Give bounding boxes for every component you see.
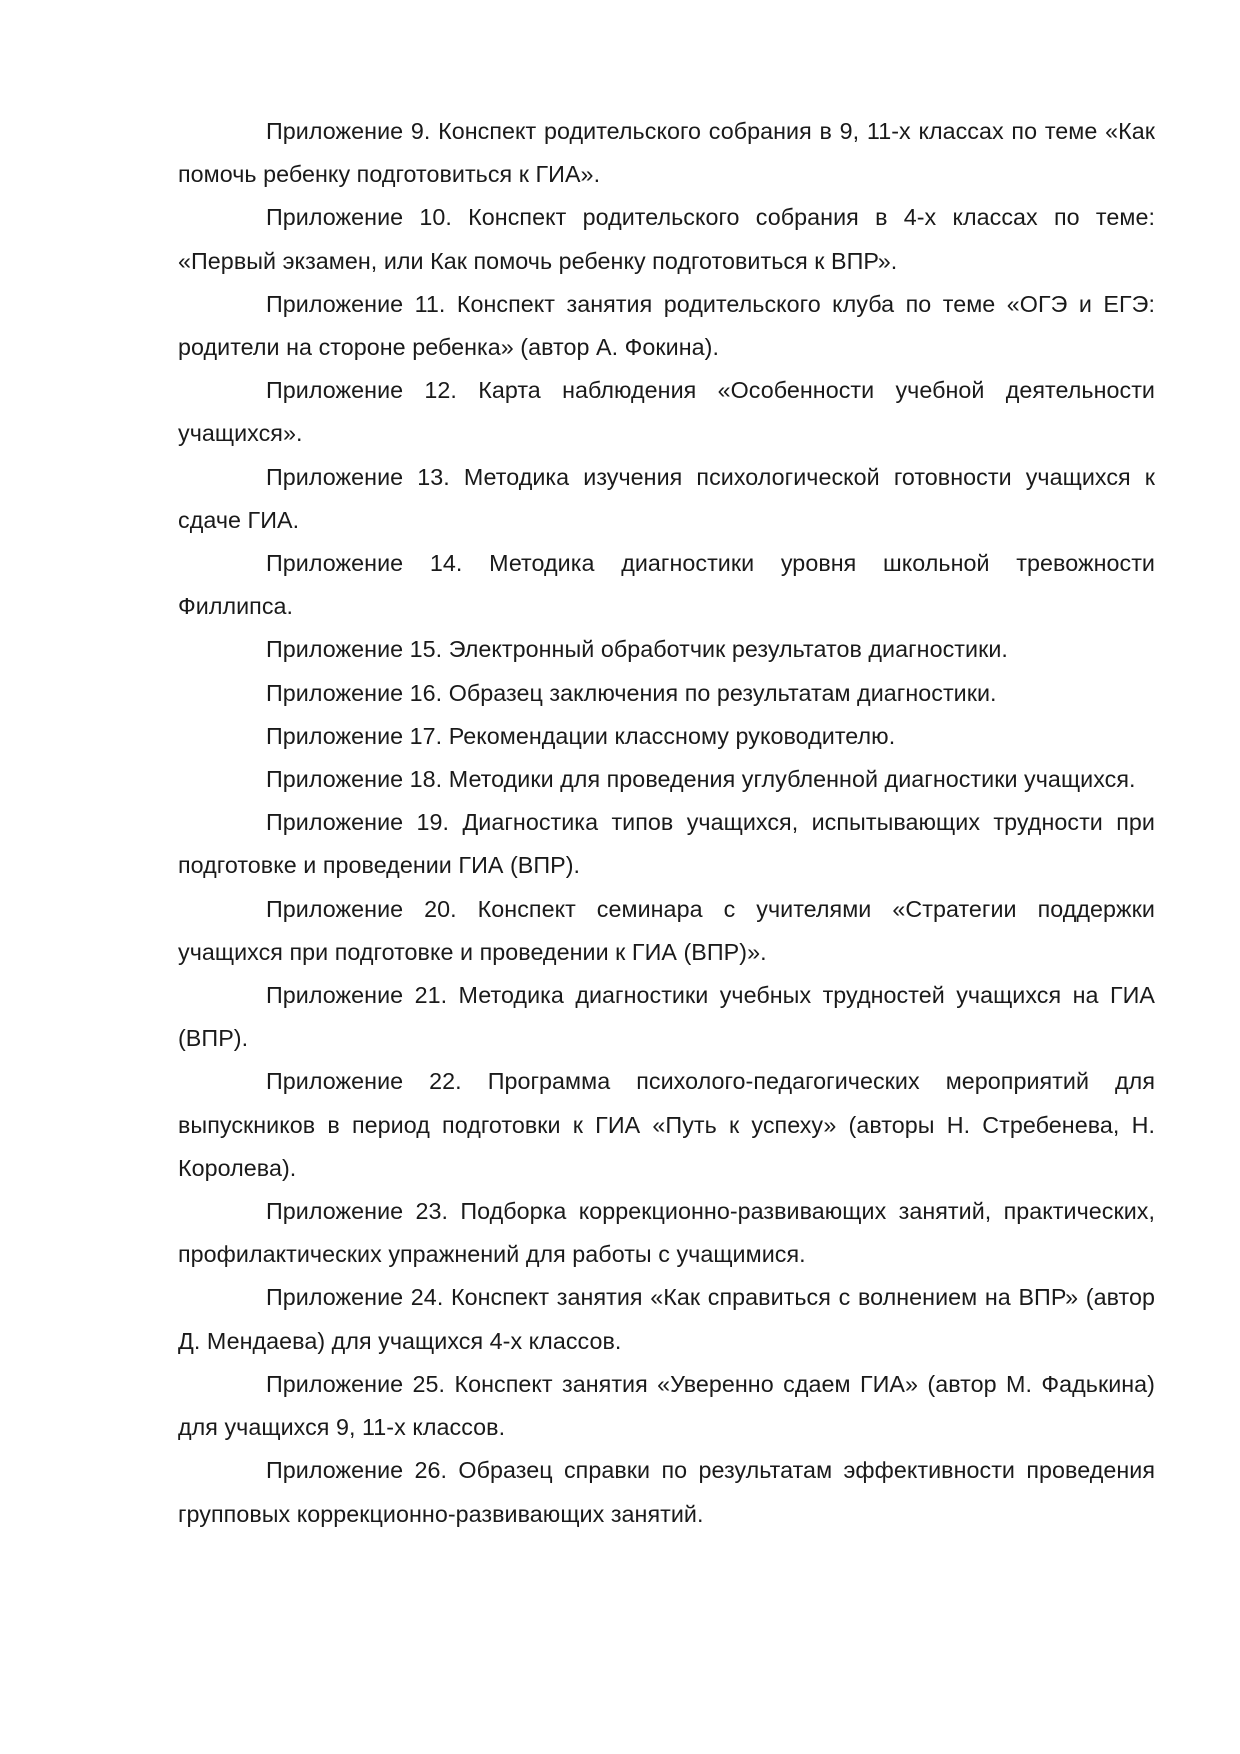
appendix-23-paragraph: Приложение 23. Подборка коррекционно-развивающих занятий, практических, профилактических упражнений для работы с учащимися. <box>178 1198 1155 1268</box>
appendix-9-paragraph: Приложение 9. Конспект родительского собрания в 9, 11-х классах по теме «Как помочь ребенку подготовиться к ГИА». <box>178 118 1155 188</box>
appendix-12-paragraph: Приложение 12. Карта наблюдения «Особенности учебной деятельности учащихся». <box>178 377 1155 447</box>
appendix-26-paragraph: Приложение 26. Образец справки по результатам эффективности проведения групповых коррекционно-развивающих занятий. <box>178 1457 1155 1527</box>
appendix-16-paragraph: Приложение 16. Образец заключения по результатам диагностики. <box>266 679 997 706</box>
appendix-17-paragraph: Приложение 17. Рекомендации классному руководителю. <box>266 722 896 749</box>
appendix-21-paragraph: Приложение 21. Методика диагностики учебных трудностей учащихся на ГИА (ВПР). <box>178 982 1155 1052</box>
appendix-22-paragraph: Приложение 22. Программа психолого-педагогических мероприятий для выпускников в период подготовки к ГИА «Путь к успеху» (авторы Н. Стребенева, Н. Королева). <box>178 1068 1155 1181</box>
appendix-13-paragraph: Приложение 13. Методика изучения психологической готовности учащихся к сдаче ГИА. <box>178 463 1155 533</box>
appendix-19-paragraph: Приложение 19. Диагностика типов учащихся, испытывающих трудности при подготовке и проведении ГИА (ВПР). <box>178 809 1155 879</box>
appendix-25-paragraph: Приложение 25. Конспект занятия «Уверенно сдаем ГИА» (автор М. Фадькина) для учащихся 9, 11-х классов. <box>178 1370 1155 1441</box>
appendix-11-paragraph: Приложение 11. Конспект занятия родительского клуба по теме «ОГЭ и ЕГЭ: родители на стороне ребенка» (автор А. Фокина). <box>178 290 1155 361</box>
document-page <box>178 110 1155 1536</box>
appendix-20-paragraph: Приложение 20. Конспект семинара с учителями «Стратегии поддержки учащихся при подготовке и проведении к ГИА (ВПР)». <box>178 895 1155 965</box>
appendix-15-paragraph: Приложение 15. Электронный обработчик результатов диагностики. <box>266 636 1008 663</box>
appendix-24-paragraph: Приложение 24. Конспект занятия «Как справиться с волнением на ВПР» (автор Д. Мендаева) для учащихся 4-х классов. <box>178 1284 1155 1354</box>
appendix-14-paragraph: Приложение 14. Методика диагностики уровня школьной тревожности Филлипса. <box>178 550 1155 620</box>
appendix-18-paragraph: Приложение 18. Методики для проведения углубленной диагностики учащихся. <box>266 766 1136 793</box>
appendix-10-paragraph: Приложение 10. Конспект родительского собрания в 4-х классах по теме: «Первый экзамен, или Как помочь ребенку подготовиться к ВПР». <box>178 204 1155 274</box>
